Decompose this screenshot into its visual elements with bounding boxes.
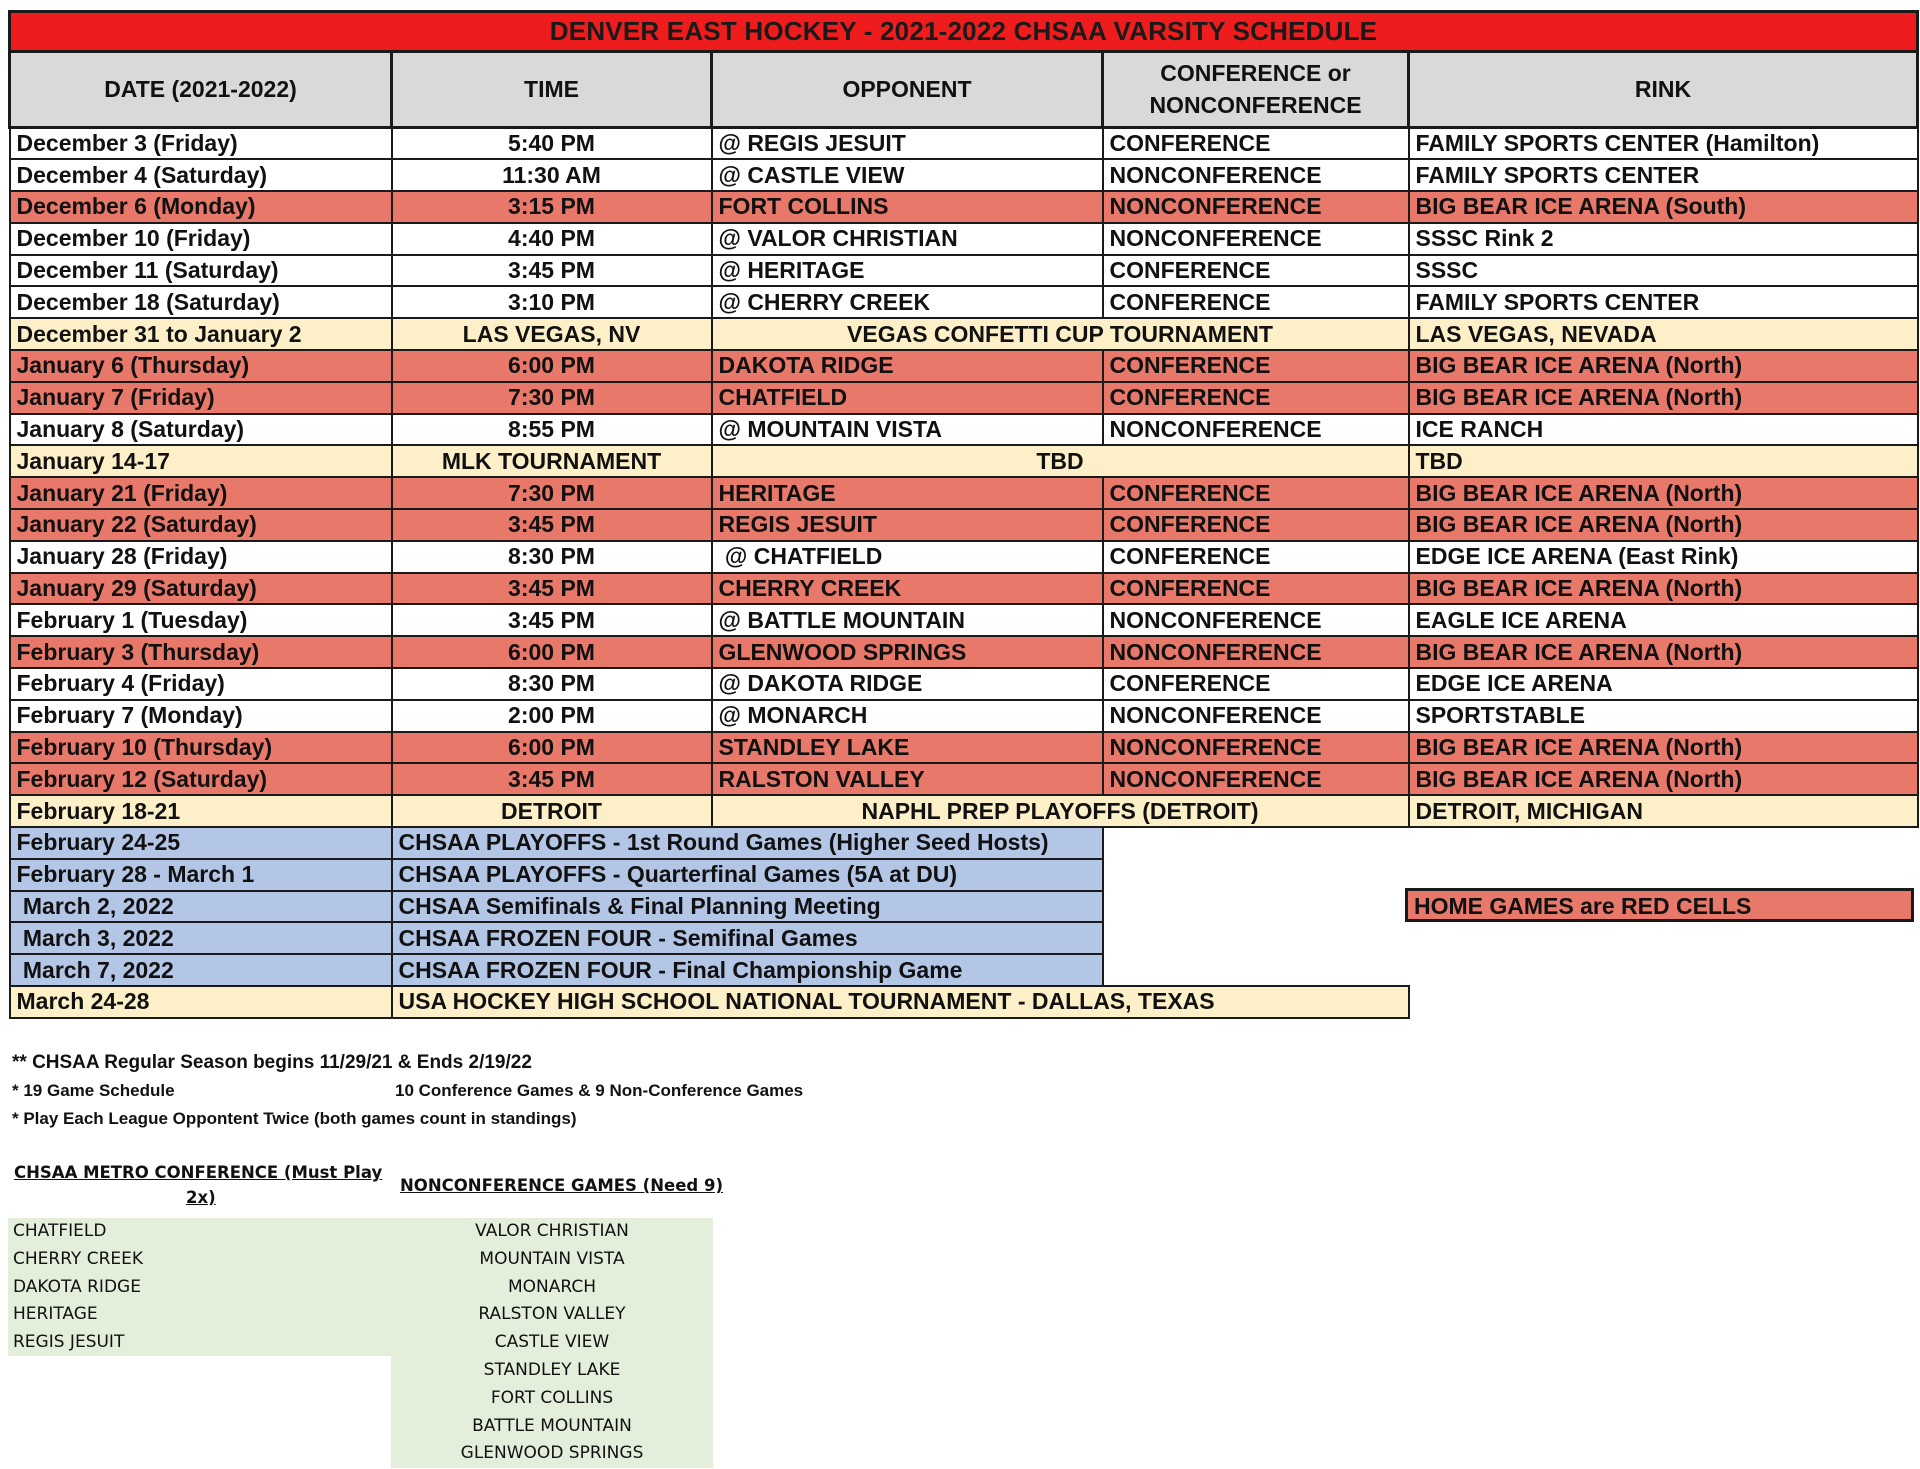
- game-opponent: @ CASTLE VIEW: [712, 159, 1103, 191]
- game-row-home: [10, 763, 1918, 795]
- game-row-home: [10, 636, 1918, 668]
- event-location: LAS VEGAS, NV: [392, 318, 712, 350]
- game-row: [10, 668, 1918, 700]
- game-time: 7:30 PM: [392, 477, 712, 509]
- game-rink: FAMILY SPORTS CENTER (Hamilton): [1409, 128, 1918, 160]
- game-row-home: [10, 382, 1918, 414]
- game-rink: BIG BEAR ICE ARENA (South): [1409, 191, 1918, 223]
- game-date: December 18 (Saturday): [10, 286, 392, 318]
- twice-note: * Play Each League Oppontent Twice (both games count in standings): [12, 1109, 577, 1128]
- list-item: BATTLE MOUNTAIN: [472, 1415, 632, 1436]
- tournament-row: [10, 795, 1918, 827]
- game-rink: FAMILY SPORTS CENTER: [1409, 286, 1918, 318]
- game-date: December 4 (Saturday): [10, 159, 392, 191]
- game-row-home: [10, 477, 1918, 509]
- game-time: 6:00 PM: [392, 732, 712, 764]
- playoff-desc: CHSAA Semifinals & Final Planning Meeting: [392, 891, 1103, 923]
- game-date: December 11 (Saturday): [10, 255, 392, 287]
- game-row-home: [10, 732, 1918, 764]
- game-date: December 6 (Monday): [10, 191, 392, 223]
- game-conference: CONFERENCE: [1103, 286, 1409, 318]
- game-time: 8:30 PM: [392, 541, 712, 573]
- game-row-home: [10, 350, 1918, 382]
- game-rink: BIG BEAR ICE ARENA (North): [1409, 732, 1918, 764]
- game-date: February 12 (Saturday): [10, 763, 392, 795]
- game-conference: NONCONFERENCE: [1103, 700, 1409, 732]
- empty-cell: [1103, 922, 1918, 954]
- game-time: 3:45 PM: [392, 604, 712, 636]
- header-time: TIME: [392, 52, 712, 128]
- game-date: December 10 (Friday): [10, 223, 392, 255]
- game-conference: NONCONFERENCE: [1103, 191, 1409, 223]
- game-time: 2:00 PM: [392, 700, 712, 732]
- game-time: 6:00 PM: [392, 636, 712, 668]
- playoff-desc: CHSAA FROZEN FOUR - Final Championship Game: [392, 954, 1103, 986]
- event-name: TBD: [712, 445, 1409, 477]
- header-rink: RINK: [1409, 52, 1918, 128]
- nationals-date: March 24-28: [10, 986, 392, 1018]
- list-item: CHERRY CREEK: [13, 1248, 144, 1269]
- game-time: 3:45 PM: [392, 573, 712, 605]
- game-rink: SSSC Rink 2: [1409, 223, 1918, 255]
- playoff-row: [10, 859, 1918, 891]
- game-opponent: REGIS JESUIT: [712, 509, 1103, 541]
- game-time: 3:15 PM: [392, 191, 712, 223]
- playoff-date: March 3, 2022: [10, 922, 392, 954]
- game-time: 5:40 PM: [392, 128, 712, 160]
- empty-cell: [1103, 954, 1918, 986]
- conference-list: [8, 1218, 391, 1356]
- game-opponent: FORT COLLINS: [712, 191, 1103, 223]
- game-opponent: @ BATTLE MOUNTAIN: [712, 604, 1103, 636]
- game-date: February 10 (Thursday): [10, 732, 392, 764]
- conference-list-heading-cont: 2x): [186, 1188, 216, 1207]
- game-count-text: * 19 Game Schedule: [12, 1081, 175, 1100]
- game-conference: CONFERENCE: [1103, 350, 1409, 382]
- playoff-desc: CHSAA PLAYOFFS - 1st Round Games (Higher Seed Hosts): [392, 827, 1103, 859]
- game-rink: BIG BEAR ICE ARENA (North): [1409, 573, 1918, 605]
- nonconference-list: [391, 1218, 713, 1468]
- playoff-row: [10, 954, 1918, 986]
- schedule-sheet: [8, 10, 1919, 1019]
- game-conference: CONFERENCE: [1103, 509, 1409, 541]
- event-rink: TBD: [1409, 445, 1918, 477]
- game-conference: NONCONFERENCE: [1103, 159, 1409, 191]
- game-rink: BIG BEAR ICE ARENA (North): [1409, 763, 1918, 795]
- game-conference: NONCONFERENCE: [1103, 414, 1409, 446]
- home-games-legend: HOME GAMES are RED CELLS: [1405, 888, 1914, 922]
- event-name: NAPHL PREP PLAYOFFS (DETROIT): [712, 795, 1409, 827]
- game-date: January 21 (Friday): [10, 477, 392, 509]
- event-location: MLK TOURNAMENT: [392, 445, 712, 477]
- list-item: MONARCH: [507, 1276, 596, 1297]
- list-item: REGIS JESUIT: [13, 1332, 125, 1353]
- schedule-title: DENVER EAST HOCKEY - 2021-2022 CHSAA VARSITY SCHEDULE: [10, 12, 1918, 52]
- game-rink: BIG BEAR ICE ARENA (North): [1409, 382, 1918, 414]
- list-item: VALOR CHRISTIAN: [475, 1221, 629, 1241]
- game-row: [10, 159, 1918, 191]
- game-rink: BIG BEAR ICE ARENA (North): [1409, 636, 1918, 668]
- playoff-row: [10, 922, 1918, 954]
- playoff-date: February 28 - March 1: [10, 859, 392, 891]
- game-row-home: [10, 191, 1918, 223]
- event-name: VEGAS CONFETTI CUP TOURNAMENT: [712, 318, 1409, 350]
- playoff-desc: CHSAA PLAYOFFS - Quarterfinal Games (5A at DU): [392, 859, 1103, 891]
- game-time: 4:40 PM: [392, 223, 712, 255]
- game-row: [10, 541, 1918, 573]
- game-row: [10, 286, 1918, 318]
- game-conference: NONCONFERENCE: [1103, 636, 1409, 668]
- game-date: February 4 (Friday): [10, 668, 392, 700]
- game-conference: CONFERENCE: [1103, 255, 1409, 287]
- playoff-desc: CHSAA FROZEN FOUR - Semifinal Games: [392, 922, 1103, 954]
- game-rink: ICE RANCH: [1409, 414, 1918, 446]
- event-date: December 31 to January 2: [10, 318, 392, 350]
- nonconference-list-heading: NONCONFERENCE GAMES (Need 9): [400, 1176, 723, 1195]
- playoff-date: March 2, 2022: [10, 891, 392, 923]
- game-time: 3:10 PM: [392, 286, 712, 318]
- game-date: January 7 (Friday): [10, 382, 392, 414]
- empty-cell: [1103, 827, 1918, 859]
- game-date: February 7 (Monday): [10, 700, 392, 732]
- game-rink: SPORTSTABLE: [1409, 700, 1918, 732]
- schedule-notes: [12, 1049, 804, 1133]
- list-item: MOUNTAIN VISTA: [479, 1248, 625, 1269]
- playoff-row: [10, 827, 1918, 859]
- game-conference: NONCONFERENCE: [1103, 223, 1409, 255]
- playoff-date: February 24-25: [10, 827, 392, 859]
- game-rink: BIG BEAR ICE ARENA (North): [1409, 350, 1918, 382]
- event-date: February 18-21: [10, 795, 392, 827]
- game-rink: BIG BEAR ICE ARENA (North): [1409, 477, 1918, 509]
- event-date: January 14-17: [10, 445, 392, 477]
- game-conference: NONCONFERENCE: [1103, 732, 1409, 764]
- game-row: [10, 414, 1918, 446]
- header-row: [10, 52, 1918, 128]
- game-conference: CONFERENCE: [1103, 382, 1409, 414]
- game-opponent: @ VALOR CHRISTIAN: [712, 223, 1103, 255]
- game-rink: EDGE ICE ARENA (East Rink): [1409, 541, 1918, 573]
- game-time: 3:45 PM: [392, 763, 712, 795]
- game-row: [10, 128, 1918, 160]
- game-time: 11:30 AM: [392, 159, 712, 191]
- game-opponent: GLENWOOD SPRINGS: [712, 636, 1103, 668]
- game-opponent: CHERRY CREEK: [712, 573, 1103, 605]
- list-item: CHATFIELD: [13, 1221, 107, 1241]
- game-rink: EDGE ICE ARENA: [1409, 668, 1918, 700]
- playoff-date: March 7, 2022: [10, 954, 392, 986]
- game-opponent: @ MOUNTAIN VISTA: [712, 414, 1103, 446]
- list-item: FORT COLLINS: [490, 1387, 614, 1408]
- game-opponent: @ MONARCH: [712, 700, 1103, 732]
- game-opponent: @ DAKOTA RIDGE: [712, 668, 1103, 700]
- event-rink: DETROIT, MICHIGAN: [1409, 795, 1918, 827]
- game-time: 8:55 PM: [392, 414, 712, 446]
- game-time: 6:00 PM: [392, 350, 712, 382]
- list-item: HERITAGE: [13, 1304, 98, 1325]
- event-rink: LAS VEGAS, NEVADA: [1409, 318, 1918, 350]
- schedule-table: [8, 10, 1919, 1019]
- tournament-row: [10, 445, 1918, 477]
- game-opponent: @ HERITAGE: [712, 255, 1103, 287]
- game-opponent: STANDLEY LAKE: [712, 732, 1103, 764]
- game-row-home: [10, 573, 1918, 605]
- list-item: RALSTON VALLEY: [478, 1304, 626, 1325]
- game-conference: NONCONFERENCE: [1103, 763, 1409, 795]
- header-opponent: OPPONENT: [712, 52, 1103, 128]
- game-split-text: 10 Conference Games & 9 Non-Conference Games: [395, 1081, 804, 1100]
- game-row: [10, 255, 1918, 287]
- game-row: [10, 604, 1918, 636]
- game-conference: CONFERENCE: [1103, 541, 1409, 573]
- nationals-row: [10, 986, 1918, 1018]
- game-conference: CONFERENCE: [1103, 477, 1409, 509]
- header-conference: CONFERENCE or NONCONFERENCE: [1103, 52, 1409, 128]
- nationals-desc: USA HOCKEY HIGH SCHOOL NATIONAL TOURNAMENT - DALLAS, TEXAS: [392, 986, 1409, 1018]
- game-conference: CONFERENCE: [1103, 128, 1409, 160]
- empty-cell: [1103, 859, 1918, 891]
- game-rink: FAMILY SPORTS CENTER: [1409, 159, 1918, 191]
- game-rink: SSSC: [1409, 255, 1918, 287]
- game-date: January 6 (Thursday): [10, 350, 392, 382]
- list-item: CASTLE VIEW: [494, 1332, 610, 1353]
- game-rink: EAGLE ICE ARENA: [1409, 604, 1918, 636]
- game-time: 8:30 PM: [392, 668, 712, 700]
- game-opponent: DAKOTA RIDGE: [712, 350, 1103, 382]
- game-opponent: @ CHERRY CREEK: [712, 286, 1103, 318]
- conference-list-heading: CHSAA METRO CONFERENCE (Must Play: [14, 1163, 383, 1182]
- list-item: GLENWOOD SPRINGS: [460, 1443, 644, 1464]
- event-location: DETROIT: [392, 795, 712, 827]
- game-opponent: CHATFIELD: [712, 382, 1103, 414]
- list-item: STANDLEY LAKE: [483, 1359, 621, 1380]
- game-time: 3:45 PM: [392, 255, 712, 287]
- game-date: January 8 (Saturday): [10, 414, 392, 446]
- game-opponent: HERITAGE: [712, 477, 1103, 509]
- game-date: January 28 (Friday): [10, 541, 392, 573]
- game-opponent: @ CHATFIELD: [712, 541, 1103, 573]
- game-time: 7:30 PM: [392, 382, 712, 414]
- game-row: [10, 223, 1918, 255]
- game-conference: CONFERENCE: [1103, 668, 1409, 700]
- game-time: 3:45 PM: [392, 509, 712, 541]
- game-date: February 1 (Tuesday): [10, 604, 392, 636]
- game-opponent: @ REGIS JESUIT: [712, 128, 1103, 160]
- game-opponent: RALSTON VALLEY: [712, 763, 1103, 795]
- empty-cell: [1409, 986, 1918, 1018]
- season-note: ** CHSAA Regular Season begins 11/29/21 & Ends 2/19/22: [12, 1052, 532, 1073]
- game-conference: NONCONFERENCE: [1103, 604, 1409, 636]
- game-date: December 3 (Friday): [10, 128, 392, 160]
- game-rink: BIG BEAR ICE ARENA (North): [1409, 509, 1918, 541]
- schedule-count-note: [12, 1077, 804, 1105]
- game-row: [10, 700, 1918, 732]
- game-date: February 3 (Thursday): [10, 636, 392, 668]
- header-date: DATE (2021-2022): [10, 52, 392, 128]
- game-conference: CONFERENCE: [1103, 573, 1409, 605]
- list-item: DAKOTA RIDGE: [13, 1276, 141, 1297]
- tournament-row: [10, 318, 1918, 350]
- game-date: January 29 (Saturday): [10, 573, 392, 605]
- game-date: January 22 (Saturday): [10, 509, 392, 541]
- game-row-home: [10, 509, 1918, 541]
